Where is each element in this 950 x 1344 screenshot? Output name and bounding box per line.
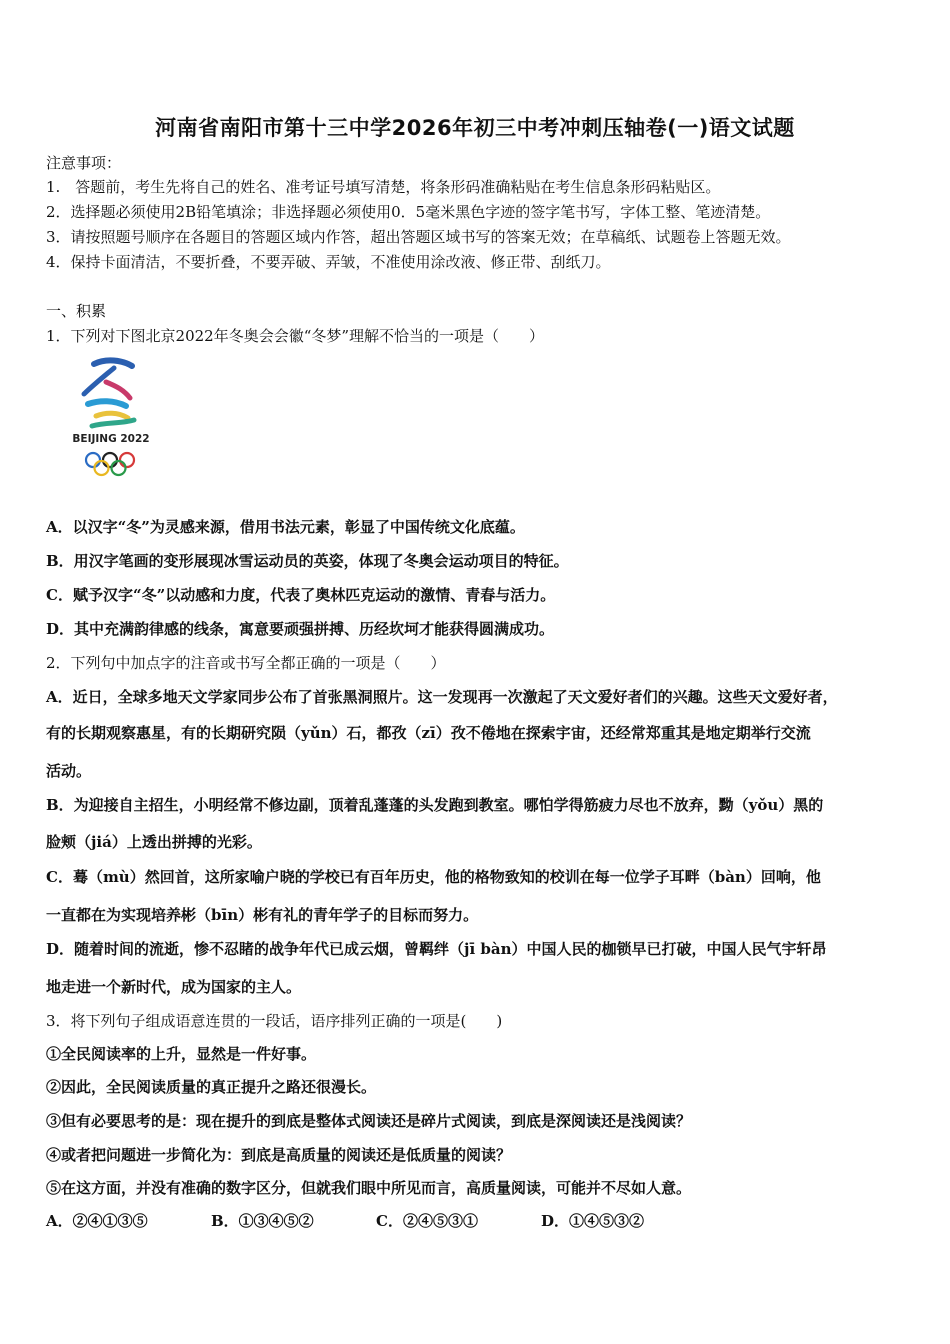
sentence-item: ④或者把问题进一步简化为：到底是高质量的阅读还是低质量的阅读？	[46, 1146, 512, 1164]
page-title: 河南省南阳市第十三中学2026年初三中考冲刺压轴卷(一)语文试题	[155, 116, 795, 140]
sentence-item: ⑤在这方面，并没有准确的数字区分，但就我们眼中所见而言，高质量阅读，可能并不尽如人意。	[46, 1179, 692, 1197]
option-d: D．①④⑤③②	[541, 1212, 645, 1230]
notice-item: 3．请按照题号顺序在各题目的答题区域内作答，超出答题区域书写的答案无效；在草稿纸、试题卷上答题无效。	[46, 228, 791, 246]
option-item: D．其中充满韵律感的线条，寓意要顽强拼搏、历经坎坷才能获得圆满成功。	[46, 620, 555, 638]
option-item: C．赋予汉字“冬”以动感和力度，代表了奥林匹克运动的激情、青春与活力。	[46, 586, 556, 604]
option-item: A．以汉字“冬”为灵感来源，借用书法元素，彰显了中国传统文化底蕴。	[46, 518, 525, 536]
option-item: B．用汉字笔画的变形展现冰雪运动员的英姿，体现了冬奥会运动项目的特征。	[46, 552, 569, 570]
section-heading: 一、积累	[46, 302, 107, 320]
option-line: 脸颊（jiá）上透出拼搏的光彩。	[46, 833, 262, 851]
sentence-item: ③但有必要思考的是：现在提升的到底是整体式阅读还是碎片式阅读，到底是深阅读还是浅阅读？	[46, 1112, 692, 1130]
question-3-options	[46, 1210, 916, 1232]
option-line: D．随着时间的流逝，惨不忍睹的战争年代已成云烟，曾羁绊（jī bàn）中国人民的枷锁早已打破，中国人民气宇轩昂	[46, 940, 827, 958]
option-c: C．②④⑤③①	[376, 1212, 478, 1230]
notice-item: 1. 答题前，考生先将自己的姓名、准考证号填写清楚，将条形码准确粘贴在考生信息条形码粘贴区。	[46, 178, 721, 196]
notice-item: 4．保持卡面清洁，不要折叠，不要弄破、弄皱，不准使用涂改液、修正带、刮纸刀。	[46, 253, 611, 271]
olympic-rings-icon	[86, 453, 134, 475]
option-line: B．为迎接自主招生，小明经常不修边副，顶着乱蓬蓬的头发跑到教室。哪怕学得筋疲力尽也不放弃，黝（yǒu）黑的	[46, 796, 824, 814]
notice-item: 2．选择题必须使用2B铅笔填涂；非选择题必须使用0．5毫米黑色字迹的签字笔书写，字体工整、笔迹清楚。	[46, 203, 771, 221]
sentence-item: ②因此，全民阅读质量的真正提升之路还很漫长。	[46, 1078, 377, 1096]
question-2-stem: 2．下列句中加点字的注音或书写全都正确的一项是（ ）	[46, 654, 446, 672]
option-a: A．②④①③⑤	[46, 1212, 148, 1230]
option-line: A．近日，全球多地天文学家同步公布了首张黑洞照片。这一发现再一次激起了天文爱好者们的兴趣。这些天文爱好者，	[46, 688, 838, 706]
option-line: 地走进一个新时代，成为国家的主人。	[46, 978, 302, 996]
option-line: 活动。	[46, 762, 92, 780]
notice-heading: 注意事项：	[46, 154, 122, 172]
beijing-2022-emblem	[66, 356, 156, 484]
emblem-wordmark: BEIJING 2022	[72, 433, 150, 445]
question-3-stem: 3．将下列句子组成语意连贯的一段话，语序排列正确的一项是( )	[46, 1012, 503, 1030]
question-1-stem: 1．下列对下图北京2022年冬奥会会徽“冬梦”理解不恰当的一项是（ ）	[46, 327, 545, 345]
option-line: C．蓦（mù）然回首，这所家喻户晓的学校已有百年历史，他的格物致知的校训在每一位学子耳畔（bàn）回响，他	[46, 868, 821, 886]
option-b: B．①③④⑤②	[211, 1212, 314, 1230]
sentence-item: ①全民阅读率的上升，显然是一件好事。	[46, 1045, 317, 1063]
option-line: 一直都在为实现培养彬（bīn）彬有礼的青年学子的目标而努力。	[46, 906, 479, 924]
option-line: 有的长期观察惠星，有的长期研究陨（yǔn）石，都孜（zī）孜不倦地在探索宇宙，还经常郑重其是地定期举行交流	[46, 724, 811, 742]
